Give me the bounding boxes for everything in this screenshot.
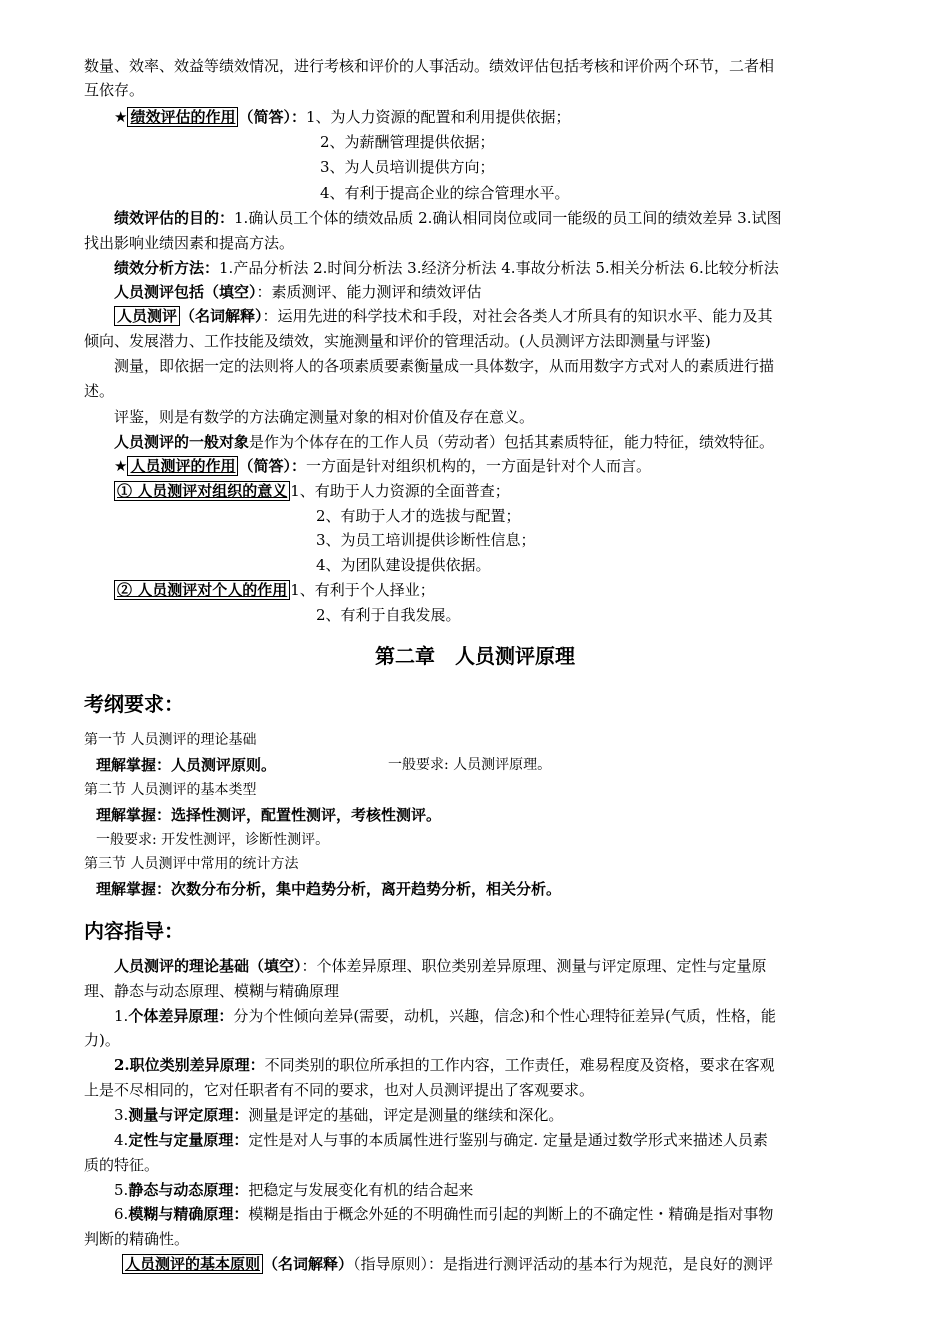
guide-heading: 内容指导： [84, 919, 184, 943]
list-item: 2、有助于人才的选拔与配置； [316, 507, 521, 525]
purpose-line [114, 208, 782, 228]
def-text: ：运用先进的科学技术和手段，对社会各类人才所具有的知识水平、能力及其 [262, 307, 773, 325]
para-line: 述。 [84, 382, 115, 400]
object-label: 人员测评的一般对象 [114, 433, 250, 451]
include-line [114, 282, 482, 302]
basic-principle-line [122, 1254, 773, 1274]
para-line: 数量、效率、效益等绩效情况，进行考核和评价的人事活动。绩效评估包括考核和评价两个环节，二者相 [84, 57, 775, 75]
purpose-label: 绩效评估的目的： [114, 209, 235, 227]
para-line: 测量，即依据一定的法则将人的各项素质要素衡量成一具体数字，从而用数字方式对人的素质进行描 [114, 357, 775, 375]
para-line: 互依存。 [84, 81, 145, 99]
analysis-text: 1.产品分析法 2.时间分析法 3.经济分析法 4.事故分析法 5.相关分析法 6.比较分析法 [219, 259, 779, 277]
section-line: 第三节 人员测评中常用的统计方法 [84, 856, 299, 872]
basis-line [114, 956, 767, 976]
general-req: 一般要求: 开发性测评，诊断性测评。 [96, 832, 330, 848]
include-label: 人员测评包括（填空） [114, 283, 257, 301]
eval-role-text: 一方面是针对组织机构的，一方面是针对个人而言。 [305, 457, 651, 475]
org-title: ① 人员测评对组织的意义 [114, 481, 290, 501]
star-icon: ★ [114, 457, 128, 475]
para-line: 找出影响业绩因素和提高方法。 [84, 234, 295, 252]
tag: （简答）： [238, 108, 306, 126]
principle-line [114, 1055, 775, 1075]
principle-num: 4. [114, 1131, 129, 1149]
star-icon: ★ [114, 108, 128, 126]
person-heading [114, 580, 435, 600]
include-text: ：素质测评、能力测评和绩效评估 [256, 283, 482, 301]
perf-role-heading [114, 107, 571, 127]
section-line: 第二节 人员测评的基本类型 [84, 782, 257, 798]
principle-label: 模糊与精确原理： [128, 1205, 249, 1223]
para-line: 质的特征。 [84, 1156, 160, 1174]
list-item: 3、为人员培训提供方向； [320, 158, 495, 176]
principle-label: 静态与动态原理： [128, 1181, 249, 1199]
principle-num: 3. [114, 1106, 129, 1124]
list-item: 4、为团队建设提供依据。 [316, 556, 491, 574]
list-item: 2、有利于自我发展。 [316, 606, 461, 624]
principle-text: 测量是评定的基础，评定是测量的继续和深化。 [248, 1106, 564, 1124]
principle-text: 不同类别的职位所承担的工作内容，工作责任，难易程度及资格，要求在客观 [264, 1056, 775, 1074]
principle-text: 定性是对人与事的本质属性进行鉴别与确定. 定量是通过数学形式来描述人员素 [248, 1131, 768, 1149]
basis-text: ：个体差异原理、职位类别差异原理、测量与评定原理、定性与定量原 [301, 957, 767, 975]
org-heading [114, 481, 510, 501]
para-line: 力)。 [84, 1031, 120, 1049]
basic-principle-text: （指导原则）：是指进行测评活动的基本行为规范，是良好的测评 [353, 1255, 774, 1273]
para-line: 倾向、发展潜力、工作技能及绩效，实施测量和评价的管理活动。(人员测评方法即测量与评鉴) [84, 332, 711, 350]
principle-num: 1. [114, 1007, 129, 1025]
eval-role-heading [114, 456, 651, 476]
section-line: 第一节 人员测评的理论基础 [84, 732, 257, 748]
list-item: 2、为薪酬管理提供依据； [320, 133, 495, 151]
tag: （简答）： [238, 457, 306, 475]
tag: （名词解释） [180, 307, 263, 325]
principle-line [114, 1105, 563, 1125]
analysis-line [114, 258, 779, 278]
principle-line [114, 1130, 768, 1150]
perf-role-title: 绩效评估的作用 [127, 107, 238, 127]
list-item: 3、为员工培训提供诊断性信息； [316, 531, 536, 549]
object-text: 是作为个体存在的工作人员（劳动者）包括其素质特征，能力特征，绩效特征。 [249, 433, 775, 451]
list-item: 1、为人力资源的配置和利用提供依据； [305, 108, 571, 126]
tag: （名词解释） [263, 1255, 354, 1273]
basis-label: 人员测评的理论基础（填空） [114, 957, 302, 975]
principle-text: 分为个性倾向差异(需要，动机，兴趣，信念)和个性心理特征差异(气质，性格，能 [233, 1007, 776, 1025]
requirement-line [96, 755, 276, 775]
list-item: 1、有利于个人择业； [290, 581, 435, 599]
para-line: 理、静态与动态原理、模糊与精确原理 [84, 982, 340, 1000]
purpose-text: 1.确认员工个体的绩效品质 2.确认相同岗位或同一能级的员工间的绩效差异 3.试图 [234, 209, 782, 227]
principle-line [114, 1204, 773, 1224]
object-line [114, 432, 774, 452]
key-req: 理解掌握：选择性测评，配置性测评，考核性测评。 [96, 806, 442, 824]
eval-role-title: 人员测评的作用 [127, 456, 238, 476]
principle-label: 定性与定量原理： [128, 1131, 249, 1149]
principle-text: 模糊是指由于概念外延的不明确性而引起的判断上的不确定性・精确是指对事物 [248, 1205, 774, 1223]
syllabus-heading: 考纲要求： [84, 692, 184, 716]
general-req: 一般要求: 人员测评原理。 [388, 757, 552, 773]
principle-text: 把稳定与发展变化有机的结合起来 [248, 1181, 474, 1199]
key-req: 理解掌握：次数分布分析，集中趋势分析，离开趋势分析，相关分析。 [96, 880, 562, 898]
principle-label: 个体差异原理： [128, 1007, 234, 1025]
para-line: 评鉴，则是有数学的方法确定测量对象的相对价值及存在意义。 [114, 408, 535, 426]
list-item: 1、有助于人力资源的全面普查； [290, 482, 510, 500]
chapter-title: 第二章 人员测评原理 [375, 644, 575, 668]
para-line: 判断的精确性。 [84, 1230, 190, 1248]
principle-label: 2.职位类别差异原理： [114, 1056, 265, 1074]
principle-line [114, 1180, 473, 1200]
def-title: 人员测评 [114, 306, 180, 326]
principle-num: 6. [114, 1205, 129, 1223]
list-item: 4、有利于提高企业的综合管理水平。 [320, 184, 570, 202]
basic-principle-title: 人员测评的基本原则 [122, 1254, 263, 1274]
person-title: ② 人员测评对个人的作用 [114, 580, 290, 600]
analysis-label: 绩效分析方法： [114, 259, 220, 277]
key-req: 理解掌握：人员测评原则。 [96, 756, 277, 774]
principle-label: 测量与评定原理： [128, 1106, 249, 1124]
def-line [114, 306, 773, 326]
principle-num: 5. [114, 1181, 129, 1199]
para-line: 上是不尽相同的，它对任职者有不同的要求，也对人员测评提出了客观要求。 [84, 1081, 595, 1099]
principle-line [114, 1006, 776, 1026]
